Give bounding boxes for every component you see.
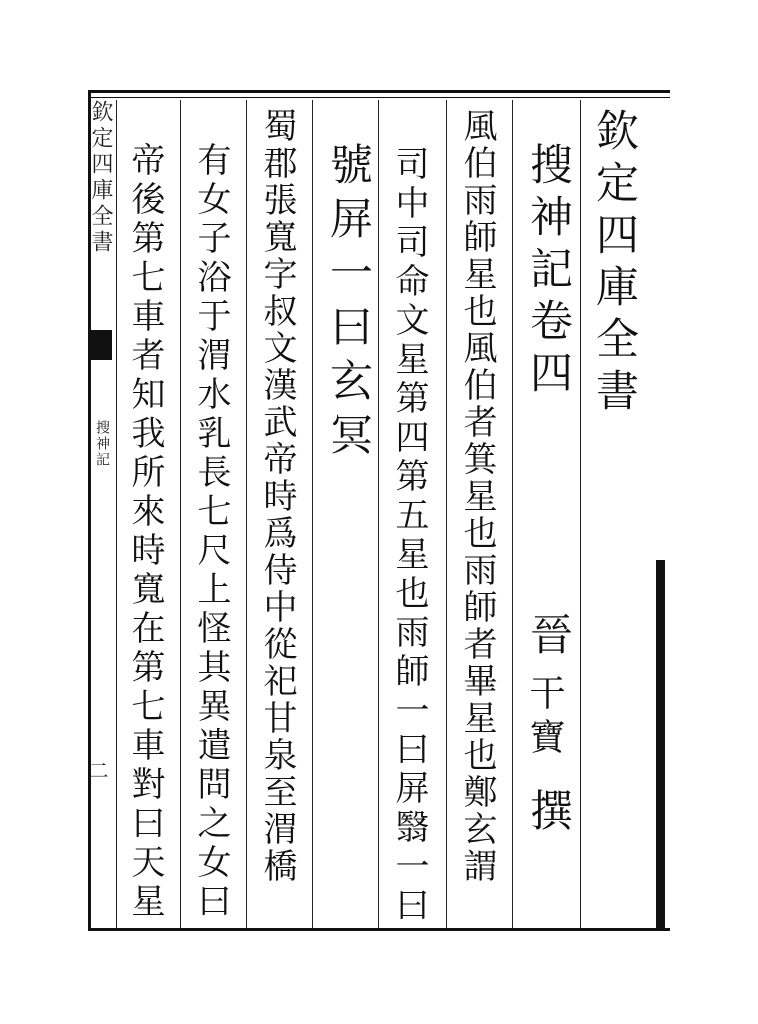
spine-page-mark: 二 bbox=[85, 760, 109, 780]
frame-bottom-rule bbox=[88, 928, 670, 931]
column-separator bbox=[246, 100, 247, 928]
frame-top-inner-rule bbox=[88, 97, 670, 98]
spine-section: 搜神記 bbox=[94, 420, 110, 468]
text-column-3: 號屏一曰玄冥 bbox=[323, 142, 373, 466]
text-column-2: 司中司命文星第四第五星也雨師一曰屏翳一曰 bbox=[389, 146, 429, 926]
text-column-1: 風伯雨師星也風伯者箕星也雨師者畢星也鄭玄謂 bbox=[457, 108, 497, 885]
text-column-6: 帝後第七車者知我所來時寬在第七車對曰天星 bbox=[125, 142, 165, 922]
column-separator bbox=[580, 100, 581, 928]
column-separator bbox=[180, 100, 181, 928]
spine-title: 欽定四庫全書 bbox=[88, 100, 113, 256]
author-role: 撰 bbox=[523, 788, 573, 840]
text-column-5: 有女子浴于渭水乳長七尺上怪其異遣問之女曰 bbox=[191, 142, 231, 922]
frame-right-thick-rule bbox=[656, 560, 665, 928]
volume-title: 搜神記卷四 bbox=[523, 142, 573, 402]
spine-fish-tail-mark bbox=[90, 330, 112, 360]
author-dynasty: 晉 bbox=[523, 612, 573, 664]
column-separator bbox=[312, 100, 313, 928]
column-separator bbox=[378, 100, 379, 928]
column-separator bbox=[116, 100, 117, 928]
collection-title: 欽定四庫全書 bbox=[589, 108, 639, 420]
text-column-4: 蜀郡張寬字叔文漢武帝時爲侍中從祀甘泉至渭橋 bbox=[257, 108, 297, 885]
author-name: 干寶 bbox=[524, 674, 565, 762]
frame-top-rule bbox=[88, 90, 670, 93]
column-separator bbox=[512, 100, 513, 928]
column-separator bbox=[446, 100, 447, 928]
